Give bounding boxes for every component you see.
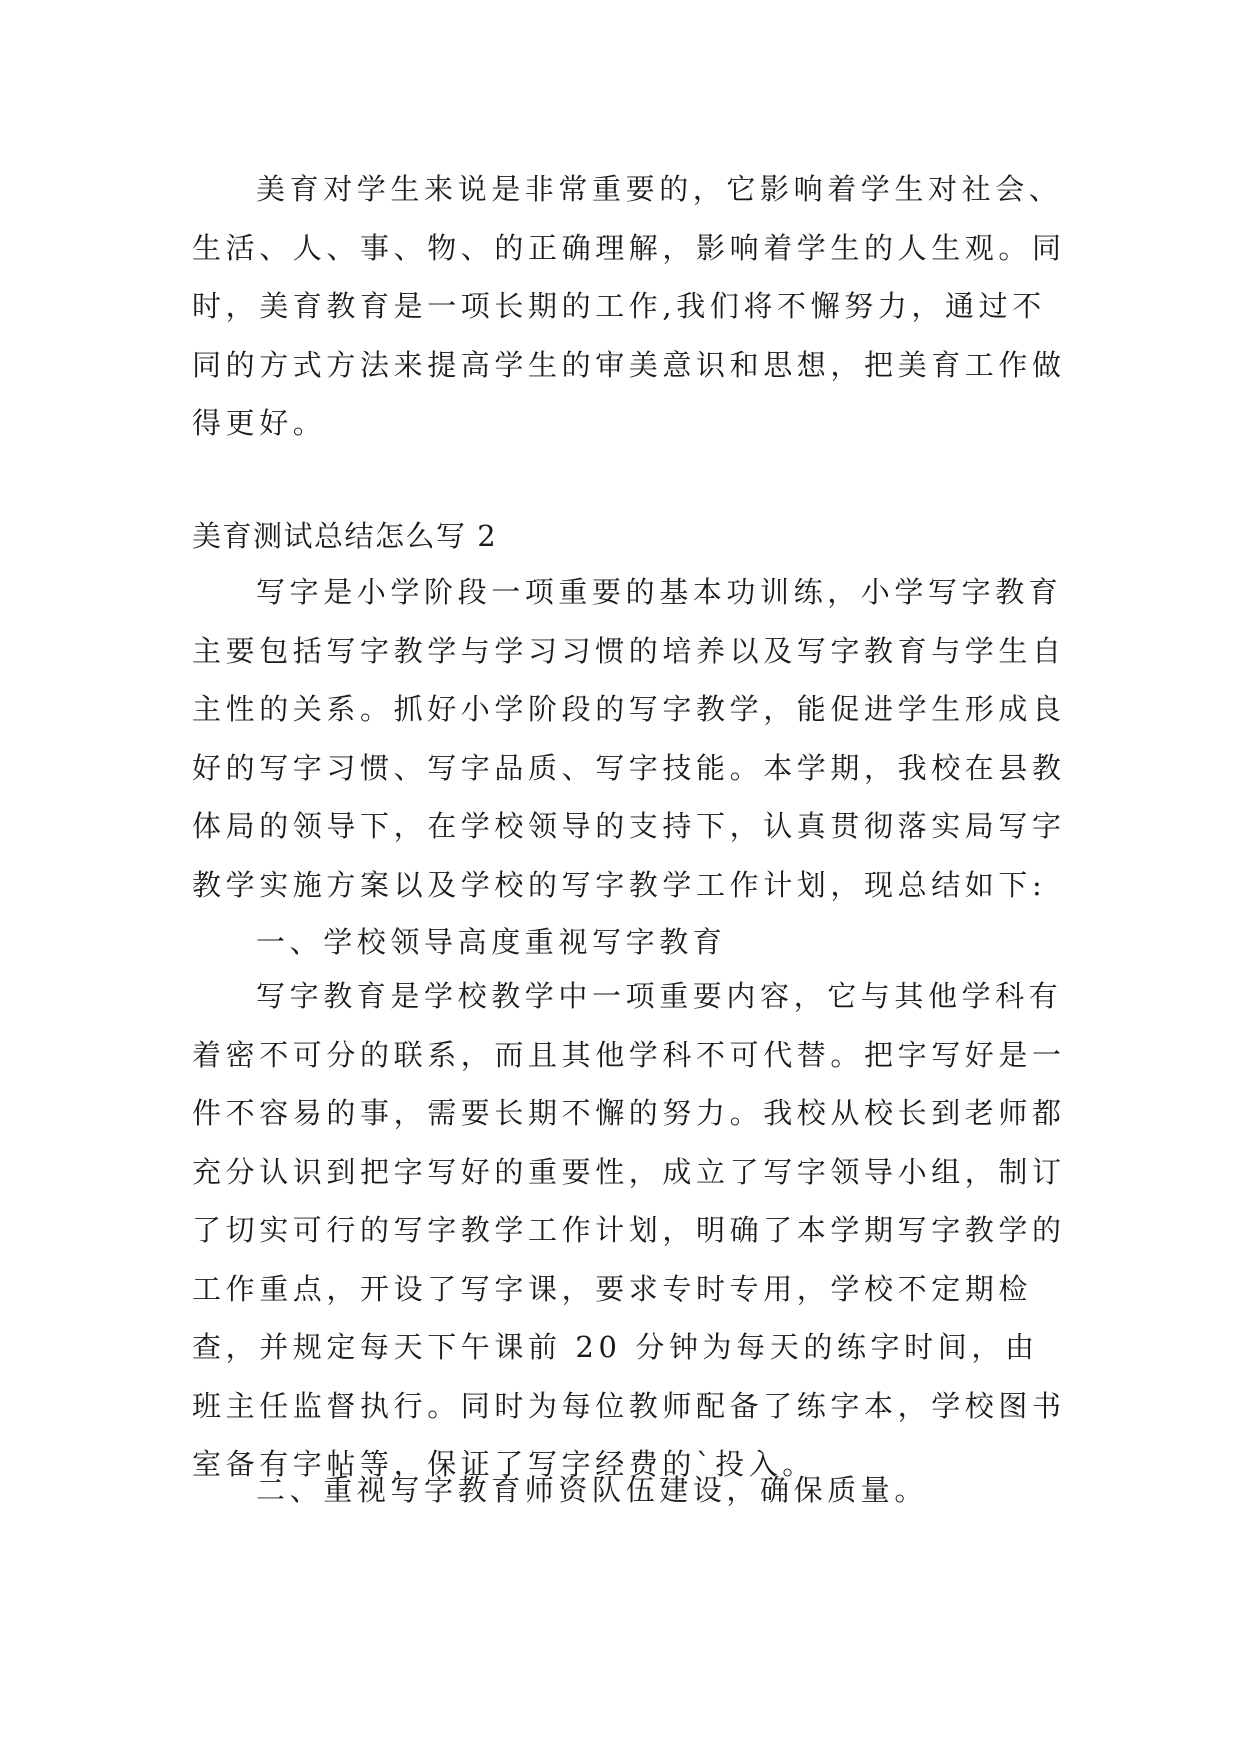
paragraph-aesthetic-education-summary: 美育对学生来说是非常重要的，它影响着学生对社会、生活、人、事、物、的正确理解，影响着学生的人生观。同时，美育教育是一项长期的工作,我们将不懈努力，通过不同的方式方法来提高学生的审美意识和思想，把美育工作做得更好。	[192, 172, 1066, 440]
subheading-leadership: 一、学校领导高度重视写字教育	[256, 925, 727, 959]
paragraph-calligraphy-intro: 写字是小学阶段一项重要的基本功训练，小学写字教育主要包括写字教学与学习习惯的培养以及写字教育与学生自主性的关系。抓好小学阶段的写字教学，能促进学生形成良好的写字习惯、写字品质、写字技能。本学期，我校在县教体局的领导下，在学校领导的支持下，认真贯彻落实局写字教学实施方案以及学校的写字教学工作计划，现总结如下:	[192, 575, 1066, 902]
subheading-teacher-training: 二、重视写字教育师资队伍建设，确保质量。	[256, 1473, 929, 1507]
paragraph-leadership-details: 写字教育是学校教学中一项重要内容，它与其他学科有着密不可分的联系，而且其他学科不可代替。把字写好是一件不容易的事，需要长期不懈的努力。我校从校长到老师都充分认识到把字写好的重要性，成立了写字领导小组，制订了切实可行的写字教学工作计划，明确了本学期写字教学的工作重点，开设了写字课，要求专时专用，学校不定期检查，并规定每天下午课前 20 分钟为每天的练字时间，由班主任监督执行。同时为每位教师配备了练字本，学校图书室备有字帖等，保证了写字经费的`投入。	[192, 979, 1066, 1481]
section-heading: 美育测试总结怎么写 2	[192, 519, 498, 553]
